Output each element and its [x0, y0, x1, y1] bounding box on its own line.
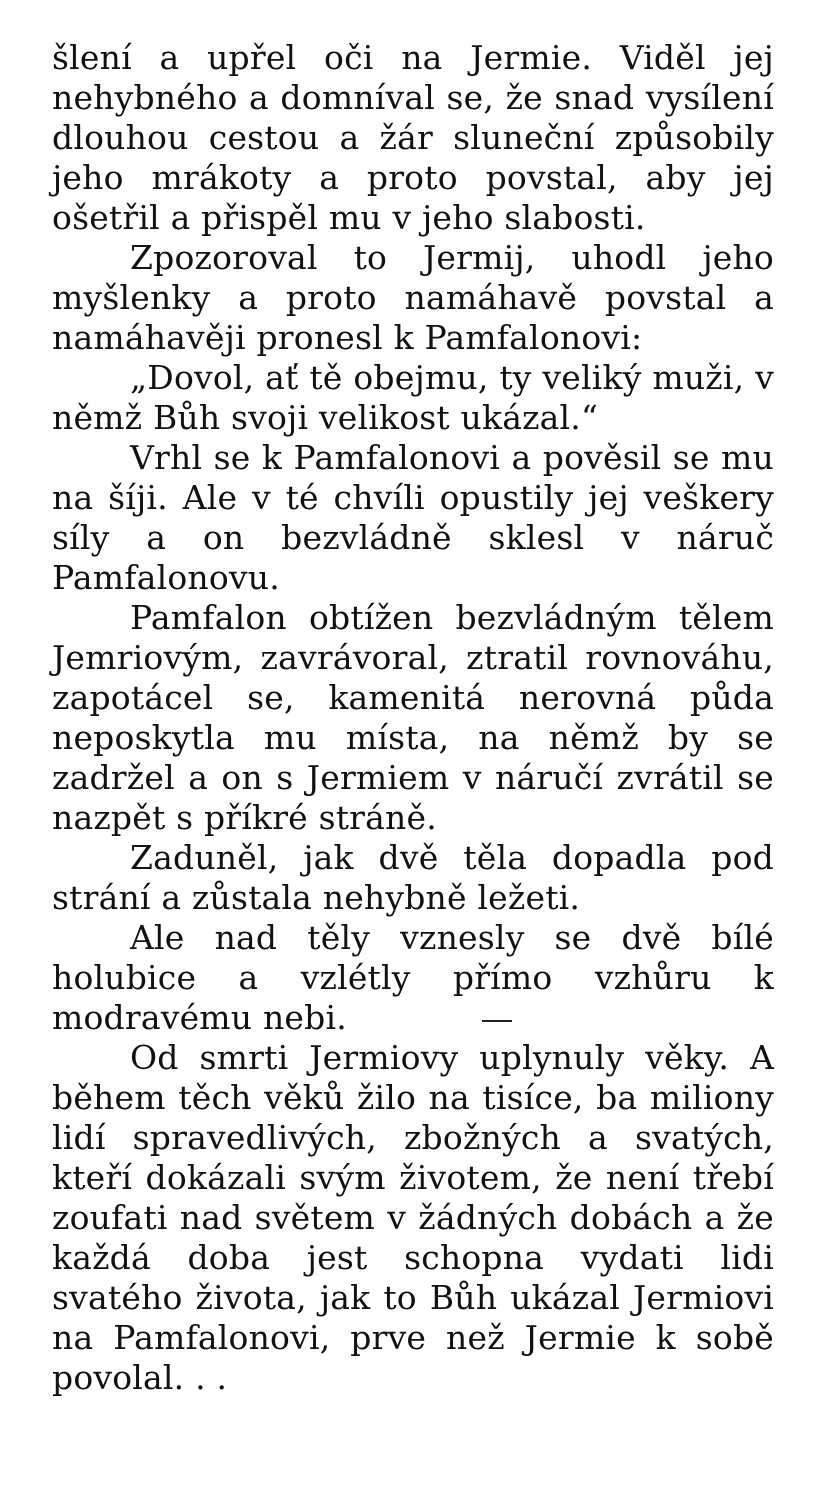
paragraph-1: šlení a upřel oči na Jermie. Viděl jej nehybného a domníval se, že snad vysílení dlouhou cestou a žár sluneční způsobily jeho mrákoty a proto povstal, aby jej ošetřil a přispěl mu v jeho slabosti.	[52, 38, 774, 237]
paragraph-5: Pamfalon obtížen bezvládným tělem Jemriovým, zavrávoral, ztratil rovnováhu, zapotácel se, kamenitá nerovná půda neposkytla mu místa, na němž by se zadržel a on s Jermiem v náručí zvrátil se nazpět s příkré stráně.	[52, 598, 774, 837]
paragraph-8: Od smrti Jermiovy uplynuly věky. A během těch věků žilo na tisíce, ba miliony lidí spravedlivých, zbožných a svatých, kteří dokázali svým životem, že není třebí zoufati nad světem v žádných dobách a že každá doba jest schopna vydati lidi svatého života, jak to Bůh ukázal Jermiovi na Pamfalonovi, prve než Jermie k sobě povolal. . .	[52, 1038, 774, 1397]
paragraph-3: „Dovol, ať tě obejmu, ty veliký muži, v němž Bůh svoji velikost ukázal.“	[52, 358, 774, 437]
paragraph-2: Zpozoroval to Jermij, uhodl jeho myšlenky a proto namáhavě povstal a namáhavěji pronesl k Pamfalonovi:	[52, 238, 774, 357]
paragraph-4: Vrhl se k Pamfalonovi a pověsil se mu na šíji. Ale v té chvíli opustily jej veškery síly a on bezvládně sklesl v náruč Pamfalonovu.	[52, 438, 774, 597]
paragraph-7: Ale nad těly vznesly se dvě bílé holubice a vzlétly přímo vzhůru k modravému nebi.	[52, 918, 774, 1037]
document-page	[52, 38, 774, 1398]
paragraph-6: Zaduněl, jak dvě těla dopadla pod strání a zůstala nehybně ležeti.	[52, 838, 774, 917]
